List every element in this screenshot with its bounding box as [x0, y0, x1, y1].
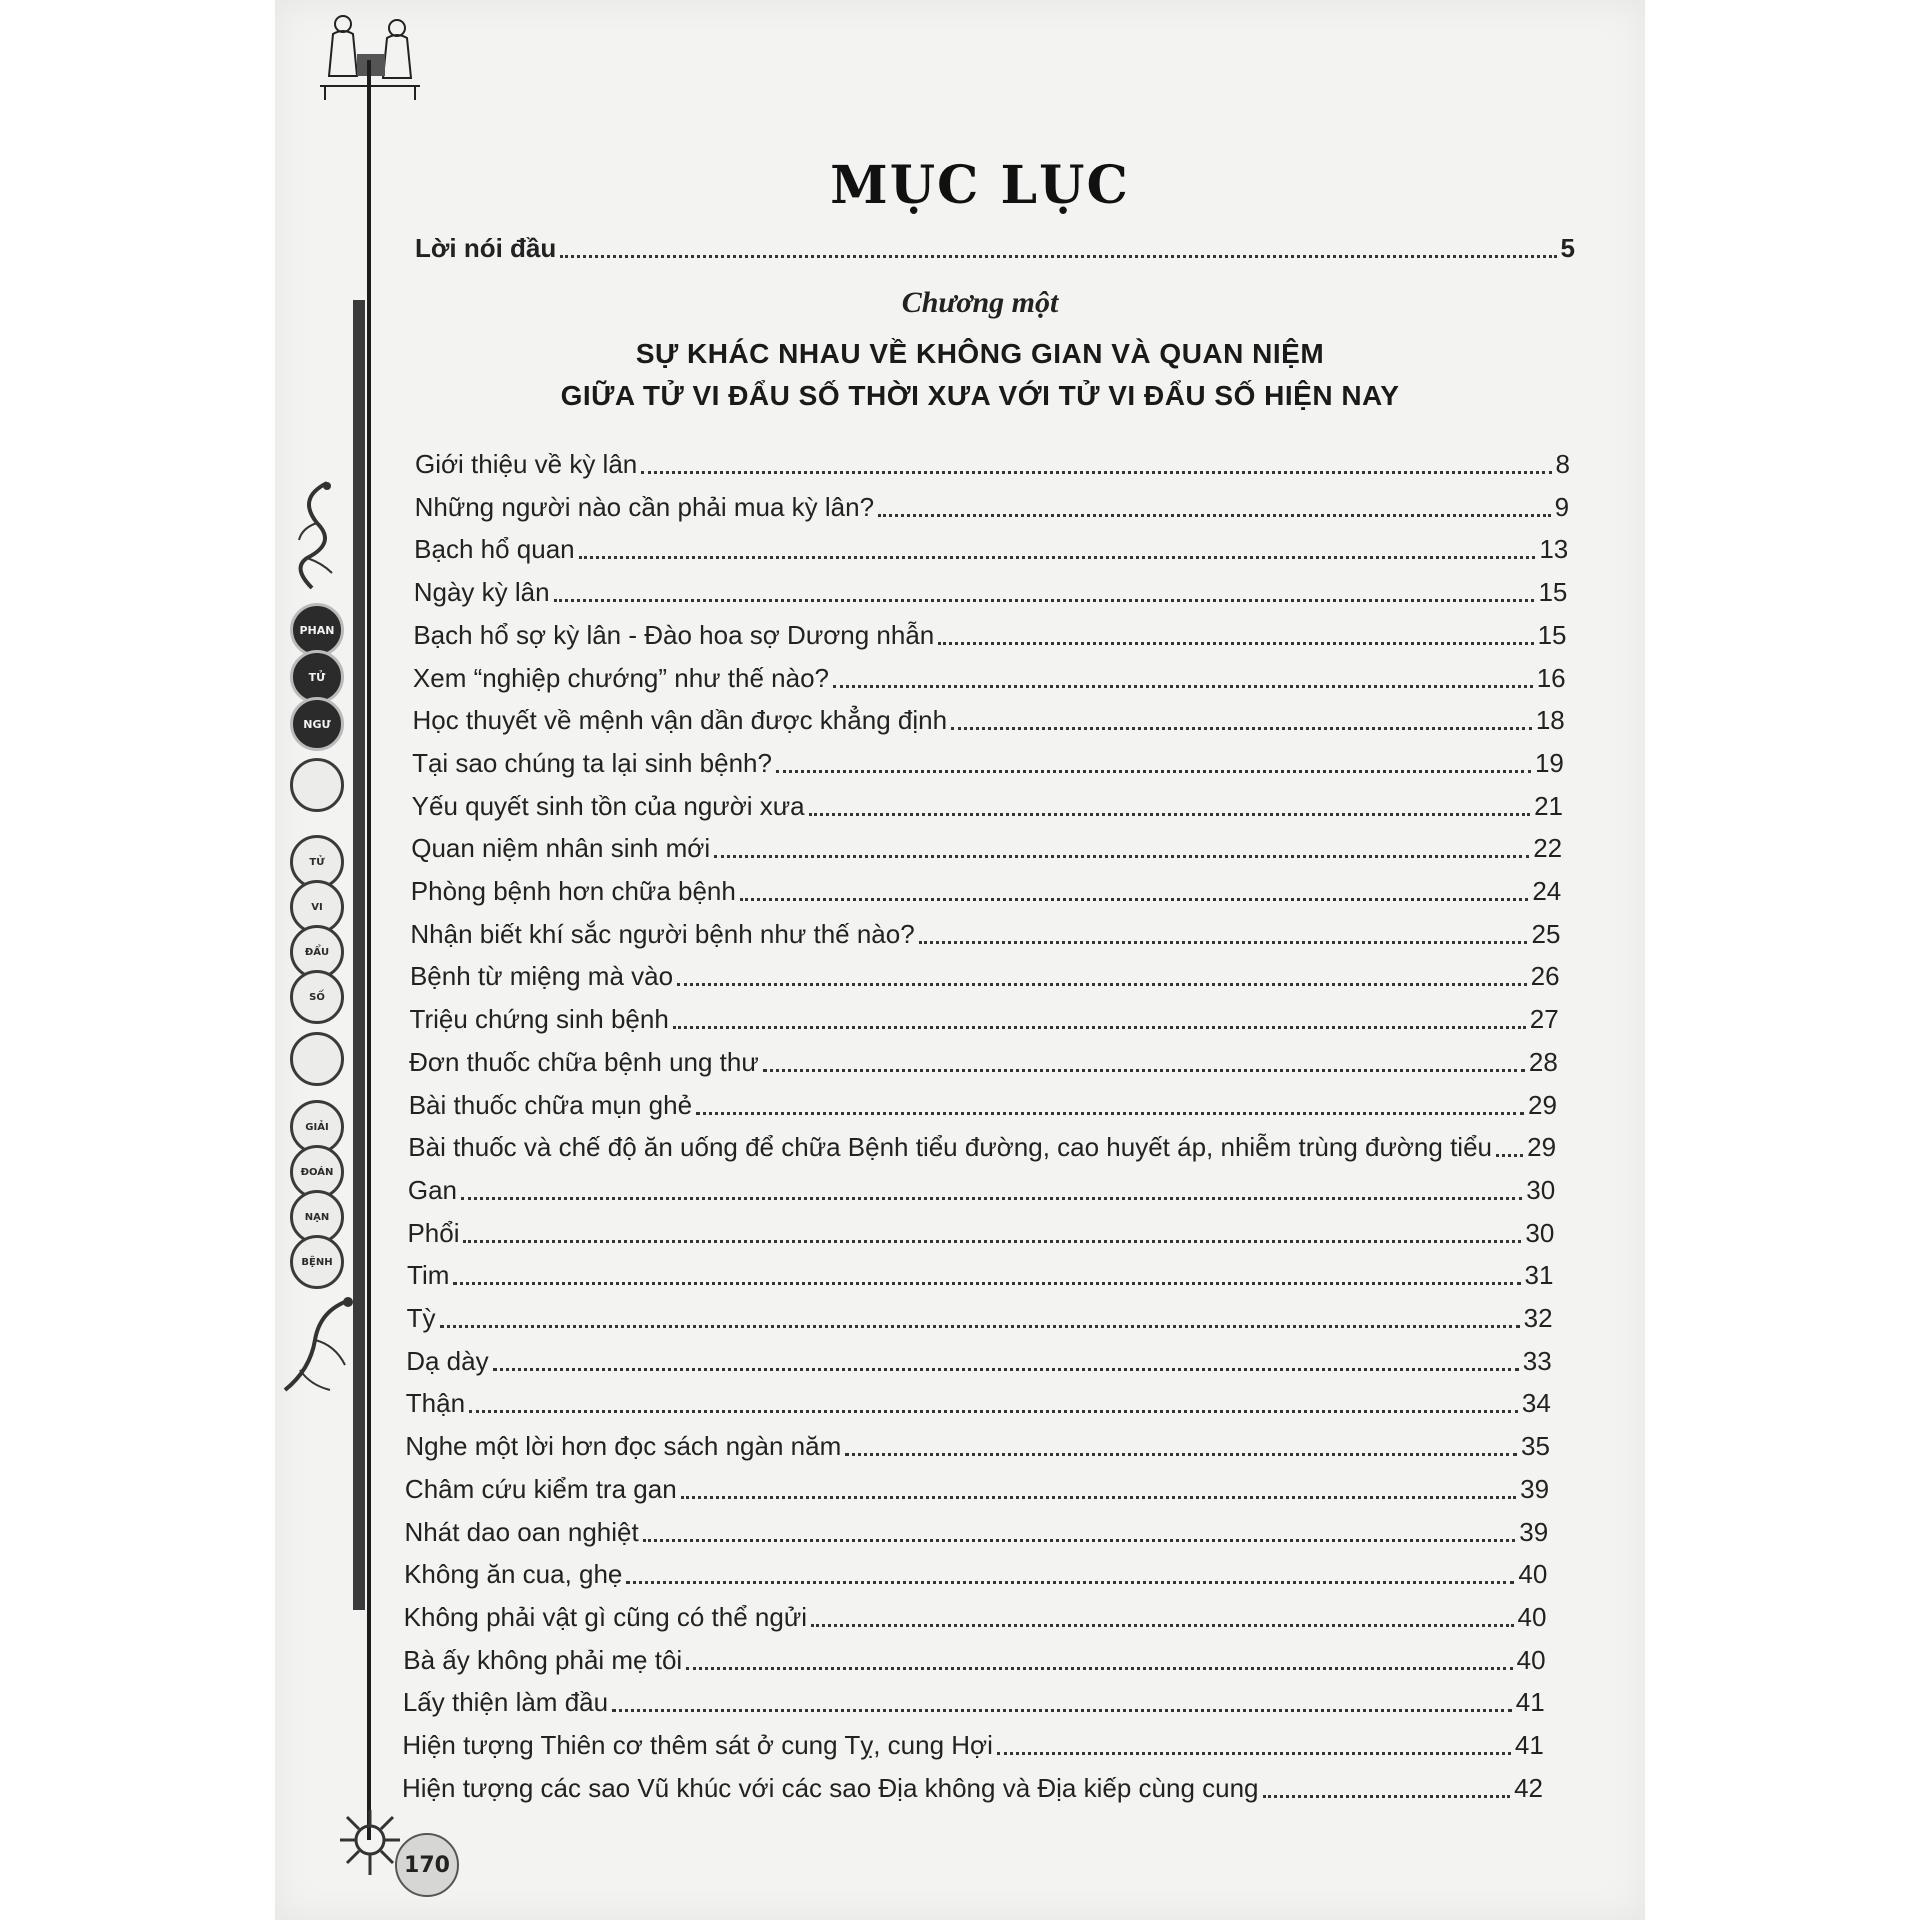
toc-entry-page: 33 [1522, 1345, 1552, 1376]
toc-leader-dots [951, 727, 1532, 730]
toc-entry-page: 39 [1520, 1473, 1550, 1504]
sidebar-seal: PHAN [290, 603, 344, 657]
toc-entry [405, 1512, 1549, 1548]
toc-leader-dots [461, 1197, 1522, 1200]
book-page [275, 0, 1645, 1920]
toc-entry-label: Xem “nghiệp chướng” như thế nào? [412, 662, 830, 693]
sidebar-seal: TỬ [290, 835, 344, 889]
toc-entry [405, 1469, 1549, 1505]
toc-entry-page: 18 [1535, 705, 1565, 736]
toc-entry [405, 1426, 1550, 1462]
toc-entry-label: Nhát dao oan nghiệt [404, 1516, 639, 1547]
toc-entry-label: Không ăn cua, ghẹ [404, 1559, 623, 1590]
toc-entry-label: Ngày kỳ lân [413, 577, 550, 608]
figure-emblem-icon [290, 1032, 344, 1086]
toc-entry-label: Tỳ [406, 1303, 436, 1333]
toc-entry-page: 29 [1528, 1089, 1557, 1120]
toc-entry-label: Gan [407, 1174, 458, 1205]
lotus-emblem-icon [290, 758, 344, 812]
toc-entry [410, 956, 1560, 992]
sidebar-seal: SỐ [290, 970, 344, 1024]
toc-leader-dots [579, 556, 1536, 559]
toc-entry-page: 13 [1539, 534, 1569, 565]
toc-entry [409, 1042, 1558, 1078]
toc-leader-dots [612, 1709, 1512, 1712]
page-number: 170 [395, 1833, 459, 1897]
toc-entry-label: Phòng bệnh hơn chữa bệnh [410, 876, 736, 906]
toc-entry [408, 1127, 1556, 1163]
border-bar [353, 300, 365, 1610]
toc-entry-label: Triệu chứng sinh bệnh [409, 1004, 669, 1035]
toc-entry [407, 1213, 1554, 1249]
toc-leader-dots [560, 255, 1556, 258]
toc-leader-dots [677, 983, 1527, 986]
toc-entry-page: 8 [1555, 449, 1570, 479]
toc-entry [414, 529, 1568, 565]
toc-leader-dots [696, 1112, 1524, 1115]
toc-leader-dots [554, 599, 1535, 602]
toc-entry [404, 1597, 1547, 1633]
toc-entry-label: Giới thiệu về kỳ lân [415, 449, 638, 479]
toc-leader-dots [440, 1325, 1520, 1328]
toc-entry [406, 1383, 1551, 1419]
toc-entry-label: Bà ấy không phải mẹ tôi [403, 1644, 683, 1675]
toc-entry [415, 487, 1570, 523]
toc-entry-page: 22 [1533, 833, 1563, 864]
toc-entry-label: Châm cứu kiểm tra gan [404, 1473, 677, 1504]
toc-entry [407, 1255, 1553, 1291]
toc-leader-dots [740, 898, 1528, 901]
toc-leader-dots [493, 1368, 1519, 1371]
sidebar-seal: TỬ [290, 650, 344, 704]
toc-leader-dots [919, 941, 1528, 944]
toc-entry-page: 19 [1534, 747, 1564, 778]
toc-entry-label: Phổi [407, 1217, 460, 1248]
toc-entry-page: 42 [1514, 1772, 1543, 1803]
toc-entry-label: Đơn thuốc chữa bệnh ung thư [409, 1046, 759, 1077]
toc-entry-page: 28 [1528, 1046, 1558, 1077]
toc-entry [403, 1682, 1545, 1718]
toc-leader-dots [938, 642, 1533, 645]
sidebar-seal: GIẢI [290, 1100, 344, 1154]
toc-leader-dots [763, 1069, 1525, 1072]
toc-leader-dots [845, 1453, 1517, 1456]
toc-entry-page: 29 [1527, 1132, 1557, 1163]
toc-leader-dots [673, 1026, 1526, 1029]
toc-entry-page: 16 [1536, 662, 1566, 693]
toc-entry-page: 32 [1523, 1303, 1553, 1333]
toc-entry [412, 700, 1564, 736]
toc-entry-page: 26 [1530, 961, 1560, 992]
toc-leader-dots [681, 1496, 1517, 1499]
toc-leader-dots [453, 1282, 1520, 1285]
toc-entry-page: 15 [1538, 577, 1568, 608]
toc-leader-dots [714, 855, 1529, 858]
toc-entry-page: 41 [1515, 1687, 1545, 1718]
toc-leader-dots [811, 1624, 1514, 1627]
toc-entry-label: Học thuyết về mệnh vận dần được khẳng định [412, 705, 948, 736]
toc-entry-page: 9 [1554, 491, 1570, 522]
toc-entry-page: 34 [1521, 1388, 1551, 1419]
toc-leader-dots [1263, 1795, 1511, 1798]
toc-entry-page: 39 [1519, 1516, 1549, 1547]
toc-leader-dots [641, 471, 1551, 474]
toc-entry-page: 30 [1526, 1174, 1556, 1205]
toc-entry-label: Bạch hổ quan [414, 534, 575, 565]
toc-leader-dots [776, 770, 1531, 773]
toc-entry-label: Thận [405, 1388, 466, 1419]
toc-entry [414, 572, 1568, 608]
toc-entry-label: Yếu quyết sinh tồn của người xưa [411, 790, 805, 821]
toc-entry-page: 30 [1525, 1217, 1555, 1248]
toc-entry-label: Hiện tượng Thiên cơ thêm sát ở cung Tỵ, cung Hợi [402, 1730, 993, 1760]
sidebar-seal: ĐẨU [290, 925, 344, 979]
toc-entry [411, 871, 1561, 907]
toc-entry-label: Nghe một lời hơn đọc sách ngàn năm [405, 1431, 842, 1462]
toc-entry [415, 444, 1570, 480]
toc-entry [406, 1341, 1552, 1377]
toc-entry-page: 40 [1518, 1559, 1548, 1590]
toc-entry [413, 658, 1566, 694]
toc-entry-intro [415, 228, 1575, 264]
sidebar-seal: ĐOÁN [290, 1145, 344, 1199]
toc-entry-page: 24 [1532, 876, 1562, 906]
toc-entry-label: Dạ dày [406, 1345, 489, 1376]
toc-entry-page: 21 [1534, 790, 1564, 821]
toc-entry-label: Bệnh từ miệng mà vào [409, 961, 674, 992]
sidebar-seal: BỆNH [290, 1235, 344, 1289]
toc-entry-label: Bạch hổ sợ kỳ lân - Đào hoa sợ Dương nhẫn [413, 619, 935, 650]
toc-entry-label: Những người nào cần phải mua kỳ lân? [414, 491, 875, 522]
toc-entry-page: 41 [1514, 1730, 1544, 1760]
toc-entry [413, 615, 1566, 651]
toc-entry-label: Lời nói đầu [415, 233, 557, 263]
toc-entry-label: Không phải vật gì cũng có thể ngửi [403, 1601, 808, 1632]
toc-entry [404, 1554, 1547, 1590]
toc-leader-dots [686, 1667, 1512, 1670]
chapter-heading-line2: GIỮA TỬ VI ĐẨU SỐ THỜI XƯA VỚI TỬ VI ĐẨU SỐ HIỆN NAY [560, 380, 1400, 411]
toc-entry-page: 40 [1517, 1601, 1547, 1632]
toc-entry-page: 25 [1531, 918, 1561, 949]
sidebar-seal: NGƯ [290, 697, 344, 751]
toc-entry-page: 5 [1560, 233, 1575, 263]
dragon-ornament-icon [287, 478, 347, 598]
toc-leader-dots [833, 685, 1533, 688]
toc-leader-dots [643, 1539, 1516, 1542]
toc-leader-dots [469, 1410, 1518, 1413]
toc-entry-page: 27 [1529, 1004, 1559, 1035]
toc-entry-page: 40 [1516, 1644, 1546, 1675]
toc-entry [412, 743, 1564, 779]
toc-leader-dots [1496, 1154, 1523, 1157]
chapter-label: Chương một [901, 286, 1059, 319]
toc-entry [402, 1725, 1543, 1761]
border-line [367, 60, 371, 1840]
toc-leader-dots [626, 1581, 1514, 1584]
toc-entry [409, 1085, 1557, 1121]
toc-entry-label: Tim [407, 1260, 450, 1291]
toc-entry-page: 35 [1521, 1431, 1550, 1462]
toc-entry [403, 1640, 1545, 1676]
sidebar-seal: NẠN [290, 1190, 344, 1244]
toc-entry [408, 1170, 1555, 1206]
toc-entry [410, 914, 1560, 950]
toc-leader-dots [463, 1240, 1521, 1243]
toc-entry [411, 828, 1562, 864]
sidebar-seal: VI [290, 880, 344, 934]
toc-entry-label: Lấy thiện làm đầu [402, 1687, 609, 1718]
toc-entry-label: Tại sao chúng ta lại sinh bệnh? [412, 747, 772, 778]
toc-leader-dots [809, 813, 1530, 816]
toc-entry-label: Quan niệm nhân sinh mới [411, 833, 711, 864]
toc-entry-page: 31 [1524, 1260, 1554, 1291]
toc-entry [412, 786, 1563, 822]
toc-entry [407, 1298, 1553, 1334]
toc-entry [402, 1768, 1543, 1804]
toc-entry [410, 999, 1559, 1035]
toc-leader-dots [878, 514, 1551, 517]
page-title: MỤC LỤC [830, 155, 1130, 216]
toc-entry-label: Bài thuốc chữa mụn ghẻ [408, 1089, 693, 1120]
bird-ornament-icon [280, 1290, 360, 1400]
chapter-heading-line1: SỰ KHÁC NHAU VỀ KHÔNG GIAN VÀ QUAN NIỆM [635, 338, 1325, 369]
toc-leader-dots [997, 1752, 1511, 1755]
toc-entry-page: 15 [1537, 619, 1567, 650]
toc-entry-label: Hiện tượng các sao Vũ khúc với các sao Địa không và Địa kiếp cùng cung [402, 1772, 1259, 1803]
toc-entry-label: Bài thuốc và chế độ ăn uống để chữa Bệnh tiểu đường, cao huyết áp, nhiễm trùng đường tiểu [408, 1132, 1492, 1163]
toc-entry-label: Nhận biết khí sắc người bệnh như thế nào? [410, 918, 915, 949]
